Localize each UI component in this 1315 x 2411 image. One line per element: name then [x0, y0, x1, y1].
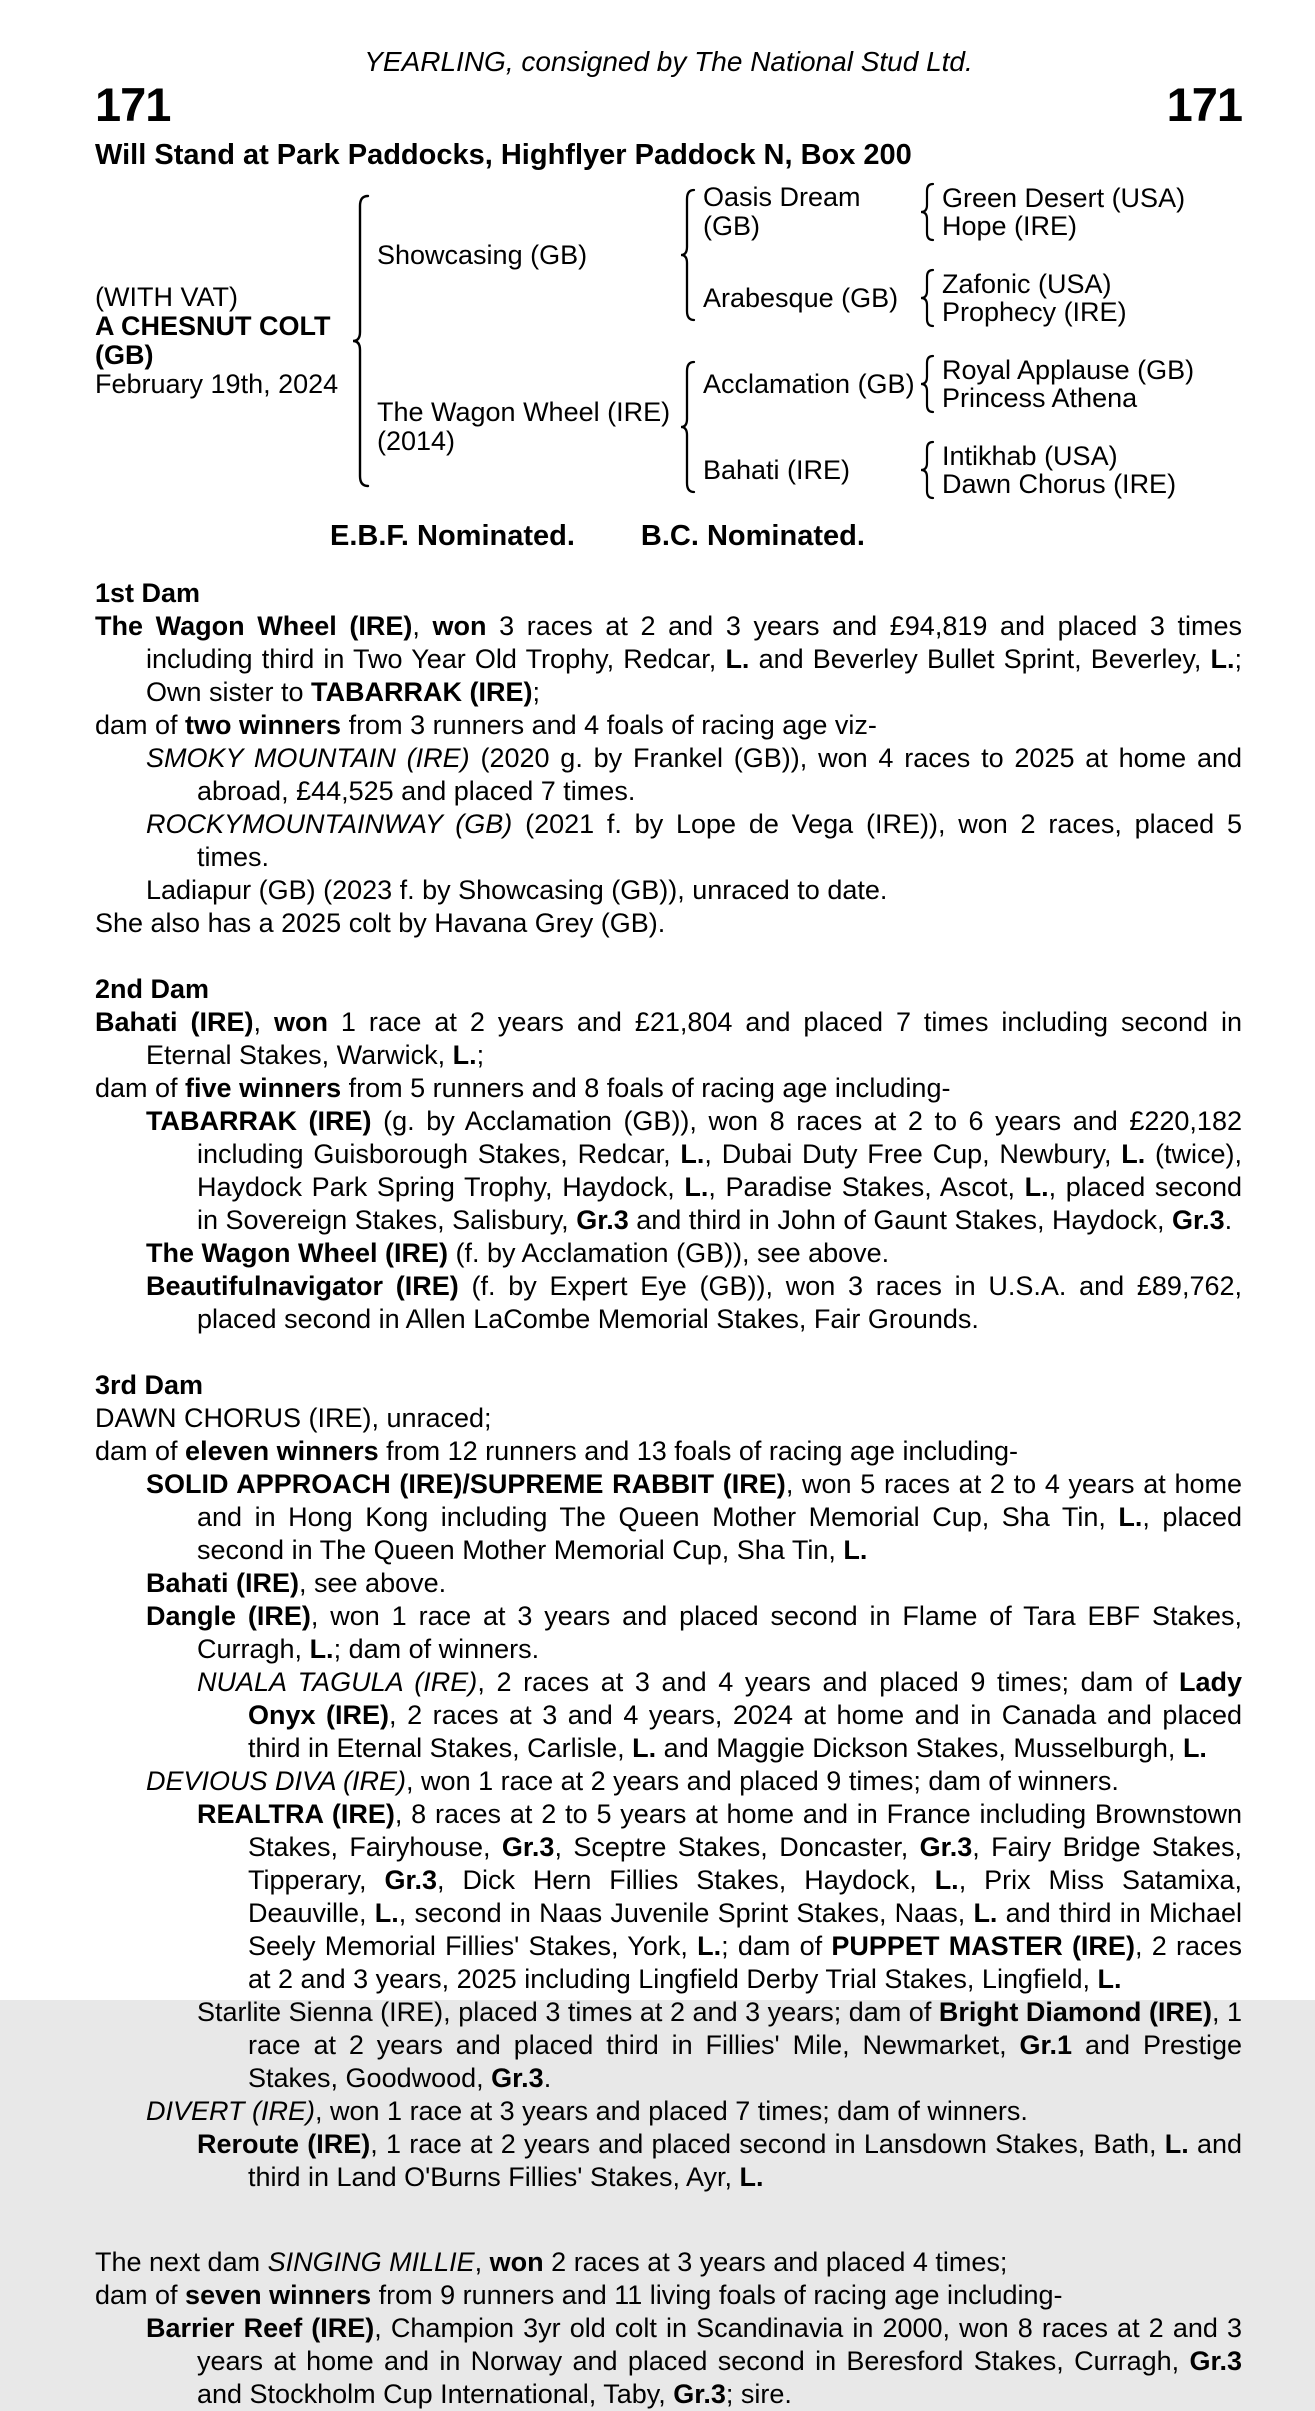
- great-grandparents: [942, 270, 1127, 326]
- para-nuala-tagula: NUALA TAGULA (IRE), 2 races at 3 and 4 years and placed 9 times; dam of Lady Onyx (IRE), 2 races at 3 and 4 years, 2024 at home and in Canada and placed third in Eternal Stakes, Carlisle, L. and Maggie Dickson Stakes, Musselburgh, L.: [197, 1667, 1242, 1763]
- lot-number-row: [95, 80, 1242, 130]
- great-grandparent-name: Royal Applause (GB): [942, 355, 1195, 385]
- dam-sire-unit: [703, 354, 1194, 414]
- generation-1-column: [377, 182, 1194, 500]
- page-content: [95, 46, 1242, 2411]
- third-dam-heading: 3rd Dam: [95, 1370, 204, 1400]
- brace-icon: [920, 354, 935, 414]
- vat-note: (WITH VAT): [95, 282, 238, 312]
- para-realtra: REALTRA (IRE), 8 races at 2 to 5 years at home and in France including Brownstown Stakes, Fairyhouse, Gr.3, Sceptre Stakes, Doncaster, Gr.3, Fairy Bridge Stakes, Tipperary, Gr.3, Dick Hern Fillies Stakes, Haydock, L., Prix Miss Satamixa, Deauville, L., second in Naas Juvenile Sprint Stakes, Naas, L. and third in Michael Seely Memorial Fillies' Stakes, York, L.; dam of PUPPET MASTER (IRE), 2 races at 2 and 3 years, 2025 including Lingfield Derby Trial Stakes, Lingfield, L.: [197, 1799, 1243, 1994]
- para-solid-approach: SOLID APPROACH (IRE)/SUPREME RABBIT (IRE), won 5 races at 2 to 4 years at home and in Hong Kong including The Queen Mother Memorial Cup, Sha Tin, L., placed second in The Queen Mother Memorial Cup, Sha Tin, L.: [146, 1469, 1243, 1565]
- para-reroute: Reroute (IRE), 1 race at 2 years and placed second in Lansdown Stakes, Bath, L. and third in Land O'Burns Fillies' Stakes, Ayr, L.: [197, 2129, 1242, 2192]
- lot-number-left: 171: [95, 78, 171, 131]
- sire-sire-unit: [703, 182, 1185, 242]
- para-2025-colt: She also has a 2025 colt by Havana Grey (GB).: [95, 908, 666, 938]
- nominations-line: [330, 520, 1242, 553]
- para-ladiapur: Ladiapur (GB) (2023 f. by Showcasing (GB)), unraced to date.: [146, 875, 888, 905]
- pedigree-chart: [95, 182, 1242, 500]
- para-beautifulnavigator: Beautifulnavigator (IRE) (f. by Expert Eye (GB)), won 3 races in U.S.A. and £89,762, placed second in Allen LaCombe Memorial Stakes, Fair Grounds.: [146, 1271, 1242, 1334]
- bc-nominated-label: B.C. Nominated.: [640, 520, 865, 552]
- para-starlite-sienna: Starlite Sienna (IRE), placed 3 times at 2 and 3 years; dam of Bright Diamond (IRE), 1 race at 2 years and placed third in Fillies' Mile, Newmarket, Gr.1 and Prestige Stakes, Goodwood, Gr.3.: [197, 1997, 1242, 2093]
- dam-dam-unit: [703, 440, 1194, 500]
- lot-number-right: 171: [1166, 78, 1242, 131]
- sire-dam-name: Arabesque (GB): [703, 282, 899, 313]
- dam-name: The Wagon Wheel (IRE) (2014): [377, 397, 671, 456]
- para-wagon-wheel-produce: The Wagon Wheel (IRE) (f. by Acclamation (GB)), see above.: [146, 1238, 890, 1268]
- para-dam1-produce-intro: dam of two winners from 3 runners and 4 foals of racing age viz-: [95, 710, 877, 740]
- sire-parents-column: [703, 182, 1185, 328]
- para-dam1-mare: The Wagon Wheel (IRE), won 3 races at 2 and 3 years and £94,819 and placed 3 times including third in Two Year Old Trophy, Redcar, L. and Beverley Bullet Sprint, Beverley, L.; Own sister to TABARRAK (IRE);: [95, 611, 1242, 707]
- sire-name: Showcasing (GB): [377, 239, 588, 270]
- great-grandparent-name: Intikhab (USA): [942, 441, 1118, 471]
- para-dam2-mare: Bahati (IRE), won 1 race at 2 years and £21,804 and placed 7 times including second in Eternal Stakes, Warwick, L.;: [95, 1007, 1242, 1070]
- para-dawn-chorus: DAWN CHORUS (IRE), unraced;: [95, 1403, 492, 1433]
- sire-dam-unit: [703, 268, 1185, 328]
- brace-icon: [352, 193, 370, 489]
- great-grandparent-name: Zafonic (USA): [942, 269, 1112, 299]
- first-dam-heading: 1st Dam: [95, 578, 201, 608]
- great-grandparent-name: Prophecy (IRE): [942, 297, 1127, 327]
- brace-icon: [920, 440, 935, 500]
- dam-sire-name: Acclamation (GB): [703, 368, 915, 399]
- para-tabarrak: TABARRAK (IRE) (g. by Acclamation (GB)), won 8 races at 2 to 6 years and £220,182 including Guisborough Stakes, Redcar, L., Dubai Duty Free Cup, Newbury, L. (twice), Haydock Park Spring Trophy, Haydock, L., Paradise Stakes, Ascot, L., placed second in Sovereign Stakes, Salisbury, Gr.3 and third in John of Gaunt Stakes, Haydock, Gr.3.: [146, 1106, 1243, 1235]
- dam-unit: [377, 354, 1194, 500]
- brace-icon: [920, 182, 935, 242]
- colt-description: A CHESNUT COLT (GB): [95, 311, 331, 370]
- sire-sire-name: Oasis Dream (GB): [703, 182, 861, 241]
- great-grandparent-name: Dawn Chorus (IRE): [942, 469, 1177, 499]
- great-grandparents: [942, 442, 1176, 498]
- next-dam-block: [95, 2246, 1242, 2411]
- great-grandparent-name: Green Desert (USA): [942, 183, 1186, 213]
- great-grandparents: [942, 356, 1194, 412]
- dam-dam-name: Bahati (IRE): [703, 454, 851, 485]
- dam-parents-column: [703, 354, 1194, 500]
- foaling-date: February 19th, 2024: [95, 369, 339, 399]
- second-dam-heading: 2nd Dam: [95, 974, 210, 1004]
- stand-location-line: Will Stand at Park Paddocks, Highflyer Paddock N, Box 200: [95, 139, 912, 171]
- para-rockymountainway: ROCKYMOUNTAINWAY (GB) (2021 f. by Lope de Vega (IRE)), won 2 races, placed 5 times.: [146, 809, 1242, 872]
- brace-icon: [920, 268, 935, 328]
- brace-icon: [680, 360, 696, 494]
- consignor-line: YEARLING, consigned by The National Stud Ltd.: [364, 46, 973, 77]
- para-devious-diva: DEVIOUS DIVA (IRE), won 1 race at 2 years and placed 9 times; dam of winners.: [146, 1766, 1119, 1796]
- great-grandparents: [942, 184, 1185, 240]
- great-grandparent-name: Princess Athena: [942, 383, 1138, 413]
- para-nextdam-produce-intro: dam of seven winners from 9 runners and 11 living foals of racing age including-: [95, 2280, 1063, 2310]
- colt-info: [95, 283, 347, 399]
- para-dam2-produce-intro: dam of five winners from 5 runners and 8 foals of racing age including-: [95, 1073, 951, 1103]
- sire-unit: [377, 182, 1194, 328]
- para-smoky-mountain: SMOKY MOUNTAIN (IRE) (2020 g. by Frankel (GB)), won 4 races to 2025 at home and abroad, £44,525 and placed 7 times.: [146, 743, 1243, 806]
- para-bahati-see-above: Bahati (IRE), see above.: [146, 1568, 447, 1598]
- para-barrier-reef: Barrier Reef (IRE), Champion 3yr old colt in Scandinavia in 2000, won 8 races at 2 and 3 years at home and in Norway and placed second in Beresford Stakes, Curragh, Gr.3 and Stockholm Cup International, Taby, Gr.3; sire.: [146, 2313, 1242, 2409]
- great-grandparent-name: Hope (IRE): [942, 211, 1078, 241]
- para-divert: DIVERT (IRE), won 1 race at 3 years and placed 7 times; dam of winners.: [146, 2096, 1028, 2126]
- ebf-nominated-label: E.B.F. Nominated.: [330, 520, 575, 552]
- brace-icon: [680, 188, 696, 322]
- para-singing-millie: The next dam SINGING MILLIE, won 2 races at 3 years and placed 4 times;: [95, 2247, 1008, 2277]
- para-dam3-produce-intro: dam of eleven winners from 12 runners and 13 foals of racing age including-: [95, 1436, 1019, 1466]
- catalogue-body: [95, 577, 1242, 2411]
- para-dangle: Dangle (IRE), won 1 race at 3 years and placed second in Flame of Tara EBF Stakes, Curragh, L.; dam of winners.: [146, 1601, 1242, 1664]
